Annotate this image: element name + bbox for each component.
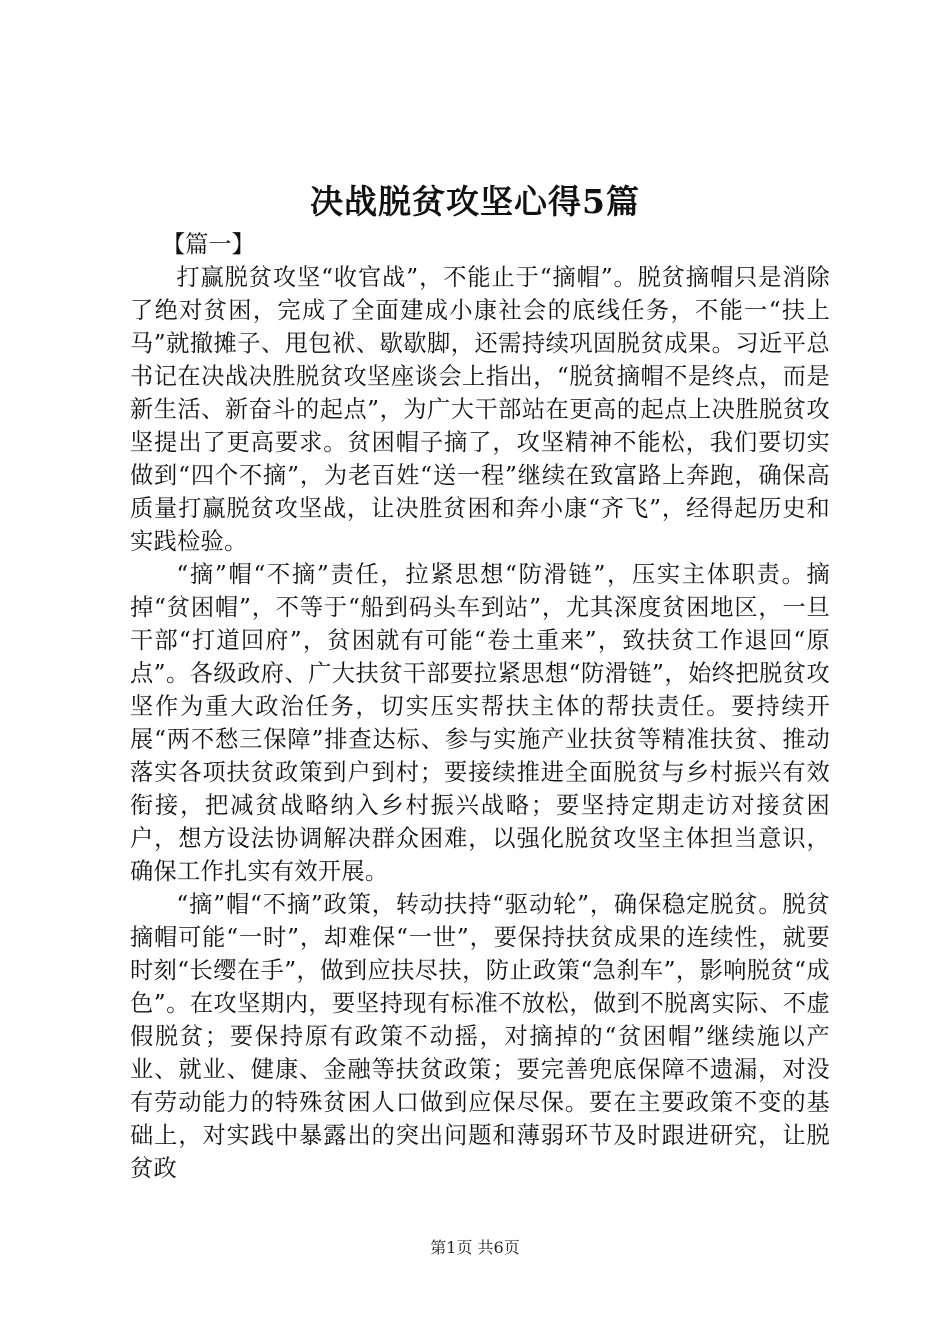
paragraph-3: “摘”帽“不摘”政策，转动扶持“驱动轮”，确保稳定脱贫。脱贫摘帽可能“一时”，却难保“一世”，要保持扶贫成果的连续性，就要时刻“长缨在手”，做到应扶尽扶，防止政策“急刹车”，影响脱贫“成色”。在攻坚期内，要坚持现有标准不放松，做到不脱离实际、不虚假脱贫；要保持原有政策不动摇，对摘掉的“贫困帽”继续施以产业、就业、健康、金融等扶贫政策；要完善兜底保障不遗漏，对没有劳动能力的特殊贫困人口做到应保尽保。要在主要政策不变的基础上，对实践中暴露出的突出问题和薄弱环节及时跟进研究，让脱贫政 — [130, 891, 830, 1182]
paragraph-1: 打赢脱贫攻坚“收官战”，不能止于“摘帽”。脱贫摘帽只是消除了绝对贫困，完成了全面建成小康社会的底线任务，不能一“扶上马”就撤摊子、甩包袱、歇歇脚，还需持续巩固脱贫成果。习近平总书记在决战决胜脱贫攻坚座谈会上指出，“脱贫摘帽不是终点，而是新生活、新奋斗的起点”，为广大干部站在更高的起点上决胜脱贫攻坚提出了更高要求。贫困帽子摘了，攻坚精神不能松，我们要切实做到“四个不摘”，为老百姓“送一程”继续在致富路上奔跑，确保高质量打赢脱贫攻坚战，让决胜贫困和奔小康“齐飞”，经得起历史和实践检验。 — [130, 264, 830, 555]
document-title: 决战脱贫攻坚心得5篇 — [310, 182, 640, 221]
paragraph-2: “摘”帽“不摘”责任，拉紧思想“防滑链”，压实主体职责。摘掉“贫困帽”，不等于“船到码头车到站”，尤其深度贫困地区，一旦干部“打道回府”，贫困就有可能“卷土重来”，致扶贫工作退回“原点”。各级政府、广大扶贫干部要拉紧思想“防滑链”，始终把脱贫攻坚作为重大政治任务，切实压实帮扶主体的帮扶责任。要持续开展“两不愁三保障”排查达标、参与实施产业扶贫等精准扶贫、推动落实各项扶贫政策到户到村；要接续推进全面脱贫与乡村振兴有效衔接，把减贫战略纳入乡村振兴战略；要坚持定期走访对接贫困户，想方设法协调解决群众困难，以强化脱贫攻坚主体担当意识，确保工作扎实有效开展。 — [130, 561, 830, 885]
section-label: 【篇一】 — [162, 231, 255, 258]
document-body — [130, 228, 830, 1185]
page-footer: 第1页 共6页 — [430, 1238, 520, 1257]
